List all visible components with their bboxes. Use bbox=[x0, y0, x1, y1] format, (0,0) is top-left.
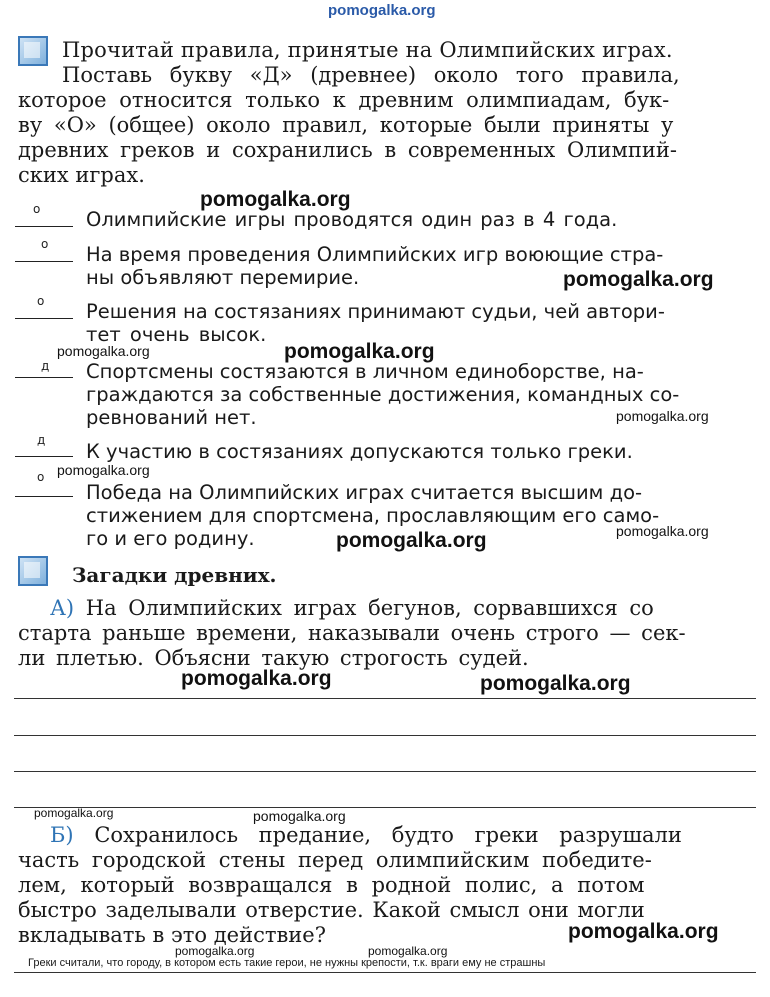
task1-line-4: ву «О» (общее) около правил, которые были приняты у bbox=[18, 113, 674, 137]
answer-line[interactable] bbox=[14, 735, 756, 736]
part-b-label: Б) bbox=[50, 823, 74, 847]
watermark: pomogalka.org bbox=[328, 2, 436, 19]
section-title: Загадки древних. bbox=[72, 563, 277, 587]
watermark: pomogalka.org bbox=[480, 672, 631, 695]
part-a-line-2: старта раньше времени, наказывали очень строго — сек- bbox=[18, 621, 686, 645]
part-b-line-5: вкладывать в это действие? bbox=[18, 923, 326, 947]
rule-text: тет очень высок. bbox=[86, 323, 267, 346]
watermark: pomogalka.org bbox=[563, 268, 714, 291]
rule-answer-blank[interactable] bbox=[15, 318, 73, 319]
part-a-line-3: ли плетью. Объясни такую строгость судей. bbox=[18, 646, 529, 670]
rule-mark: о bbox=[41, 237, 49, 251]
answer-line[interactable] bbox=[14, 807, 756, 808]
rule-text: К участию в состязаниях допускаются только греки. bbox=[86, 440, 633, 463]
task1-line-2: Поставь букву «Д» (древнее) около того правила, bbox=[62, 63, 680, 87]
rule-answer-blank[interactable] bbox=[15, 226, 73, 227]
watermark: pomogalka.org bbox=[616, 523, 709, 539]
rule-text: Олимпийские игры проводятся один раз в 4 года. bbox=[86, 208, 618, 231]
rule-answer-blank[interactable] bbox=[15, 261, 73, 262]
watermark: pomogalka.org bbox=[57, 343, 150, 359]
rule-text: Победа на Олимпийских играх считается высшим до- bbox=[86, 481, 643, 504]
part-b-line-4: быстро заделывали отверстие. Какой смысл они могли bbox=[18, 898, 645, 922]
part-b-line-3: лем, который возвращался в родной полис, а потом bbox=[18, 873, 645, 897]
watermark: pomogalka.org bbox=[616, 408, 709, 424]
answer-line[interactable] bbox=[14, 771, 756, 772]
part-a-label: А) bbox=[50, 596, 75, 620]
watermark: pomogalka.org bbox=[284, 340, 435, 363]
task-icon bbox=[18, 556, 48, 586]
rule-text: Решения на состязаниях принимают судьи, чей автори- bbox=[86, 300, 665, 323]
rule-text: На время проведения Олимпийских игр воюющие стра- bbox=[86, 243, 664, 266]
rule-text: Спортсмены состязаются в личном единоборстве, на- bbox=[86, 360, 644, 383]
part-a-line-1: А) На Олимпийских играх бегунов, сорвавшихся со bbox=[50, 596, 654, 620]
task1-line-6: ских играх. bbox=[18, 163, 145, 187]
rule-text: граждаются за собственные достижения, командных со- bbox=[86, 383, 680, 406]
task1-line-1: Прочитай правила, принятые на Олимпийских играх. bbox=[62, 38, 673, 62]
part-b-line-1: Б) Сохранилось предание, будто греки разрушали bbox=[50, 823, 682, 847]
watermark: pomogalka.org bbox=[336, 529, 487, 552]
watermark: pomogalka.org bbox=[253, 808, 346, 824]
watermark: pomogalka.org bbox=[200, 188, 351, 211]
answer-line[interactable] bbox=[14, 972, 756, 973]
rule-text: ревнований нет. bbox=[86, 406, 257, 429]
rule-answer-blank[interactable] bbox=[15, 456, 73, 457]
rule-answer-blank[interactable] bbox=[15, 496, 73, 497]
watermark: pomogalka.org bbox=[368, 944, 448, 958]
rule-text: го и его родину. bbox=[86, 527, 255, 550]
rule-answer-blank[interactable] bbox=[15, 377, 73, 378]
rule-mark: д bbox=[37, 433, 46, 447]
rule-mark: о bbox=[33, 202, 41, 216]
watermark: pomogalka.org bbox=[57, 462, 150, 478]
rule-text: стижением для спортсмена, прославляющим его само- bbox=[86, 504, 660, 527]
task1-line-5: древних греков и сохранились в современных Олимпий- bbox=[18, 138, 677, 162]
watermark: pomogalka.org bbox=[568, 920, 719, 943]
task-icon bbox=[18, 36, 48, 66]
watermark: pomogalka.org bbox=[34, 806, 114, 820]
rule-mark: д bbox=[41, 359, 50, 373]
answer-line[interactable] bbox=[14, 698, 756, 699]
watermark: pomogalka.org bbox=[175, 944, 255, 958]
answer-text: Греки считали, что городу, в котором есть такие герои, не нужны крепости, т.к. враги ему не страшны bbox=[28, 957, 546, 969]
rule-mark: о bbox=[37, 470, 45, 484]
watermark: pomogalka.org bbox=[181, 667, 332, 690]
part-b-line-2: часть городской стены перед олимпийским победите- bbox=[18, 848, 652, 872]
rule-text: ны объявляют перемирие. bbox=[86, 266, 360, 289]
rule-mark: о bbox=[37, 294, 45, 308]
task1-line-3: которое относится только к древним олимпиадам, бук- bbox=[18, 88, 670, 112]
